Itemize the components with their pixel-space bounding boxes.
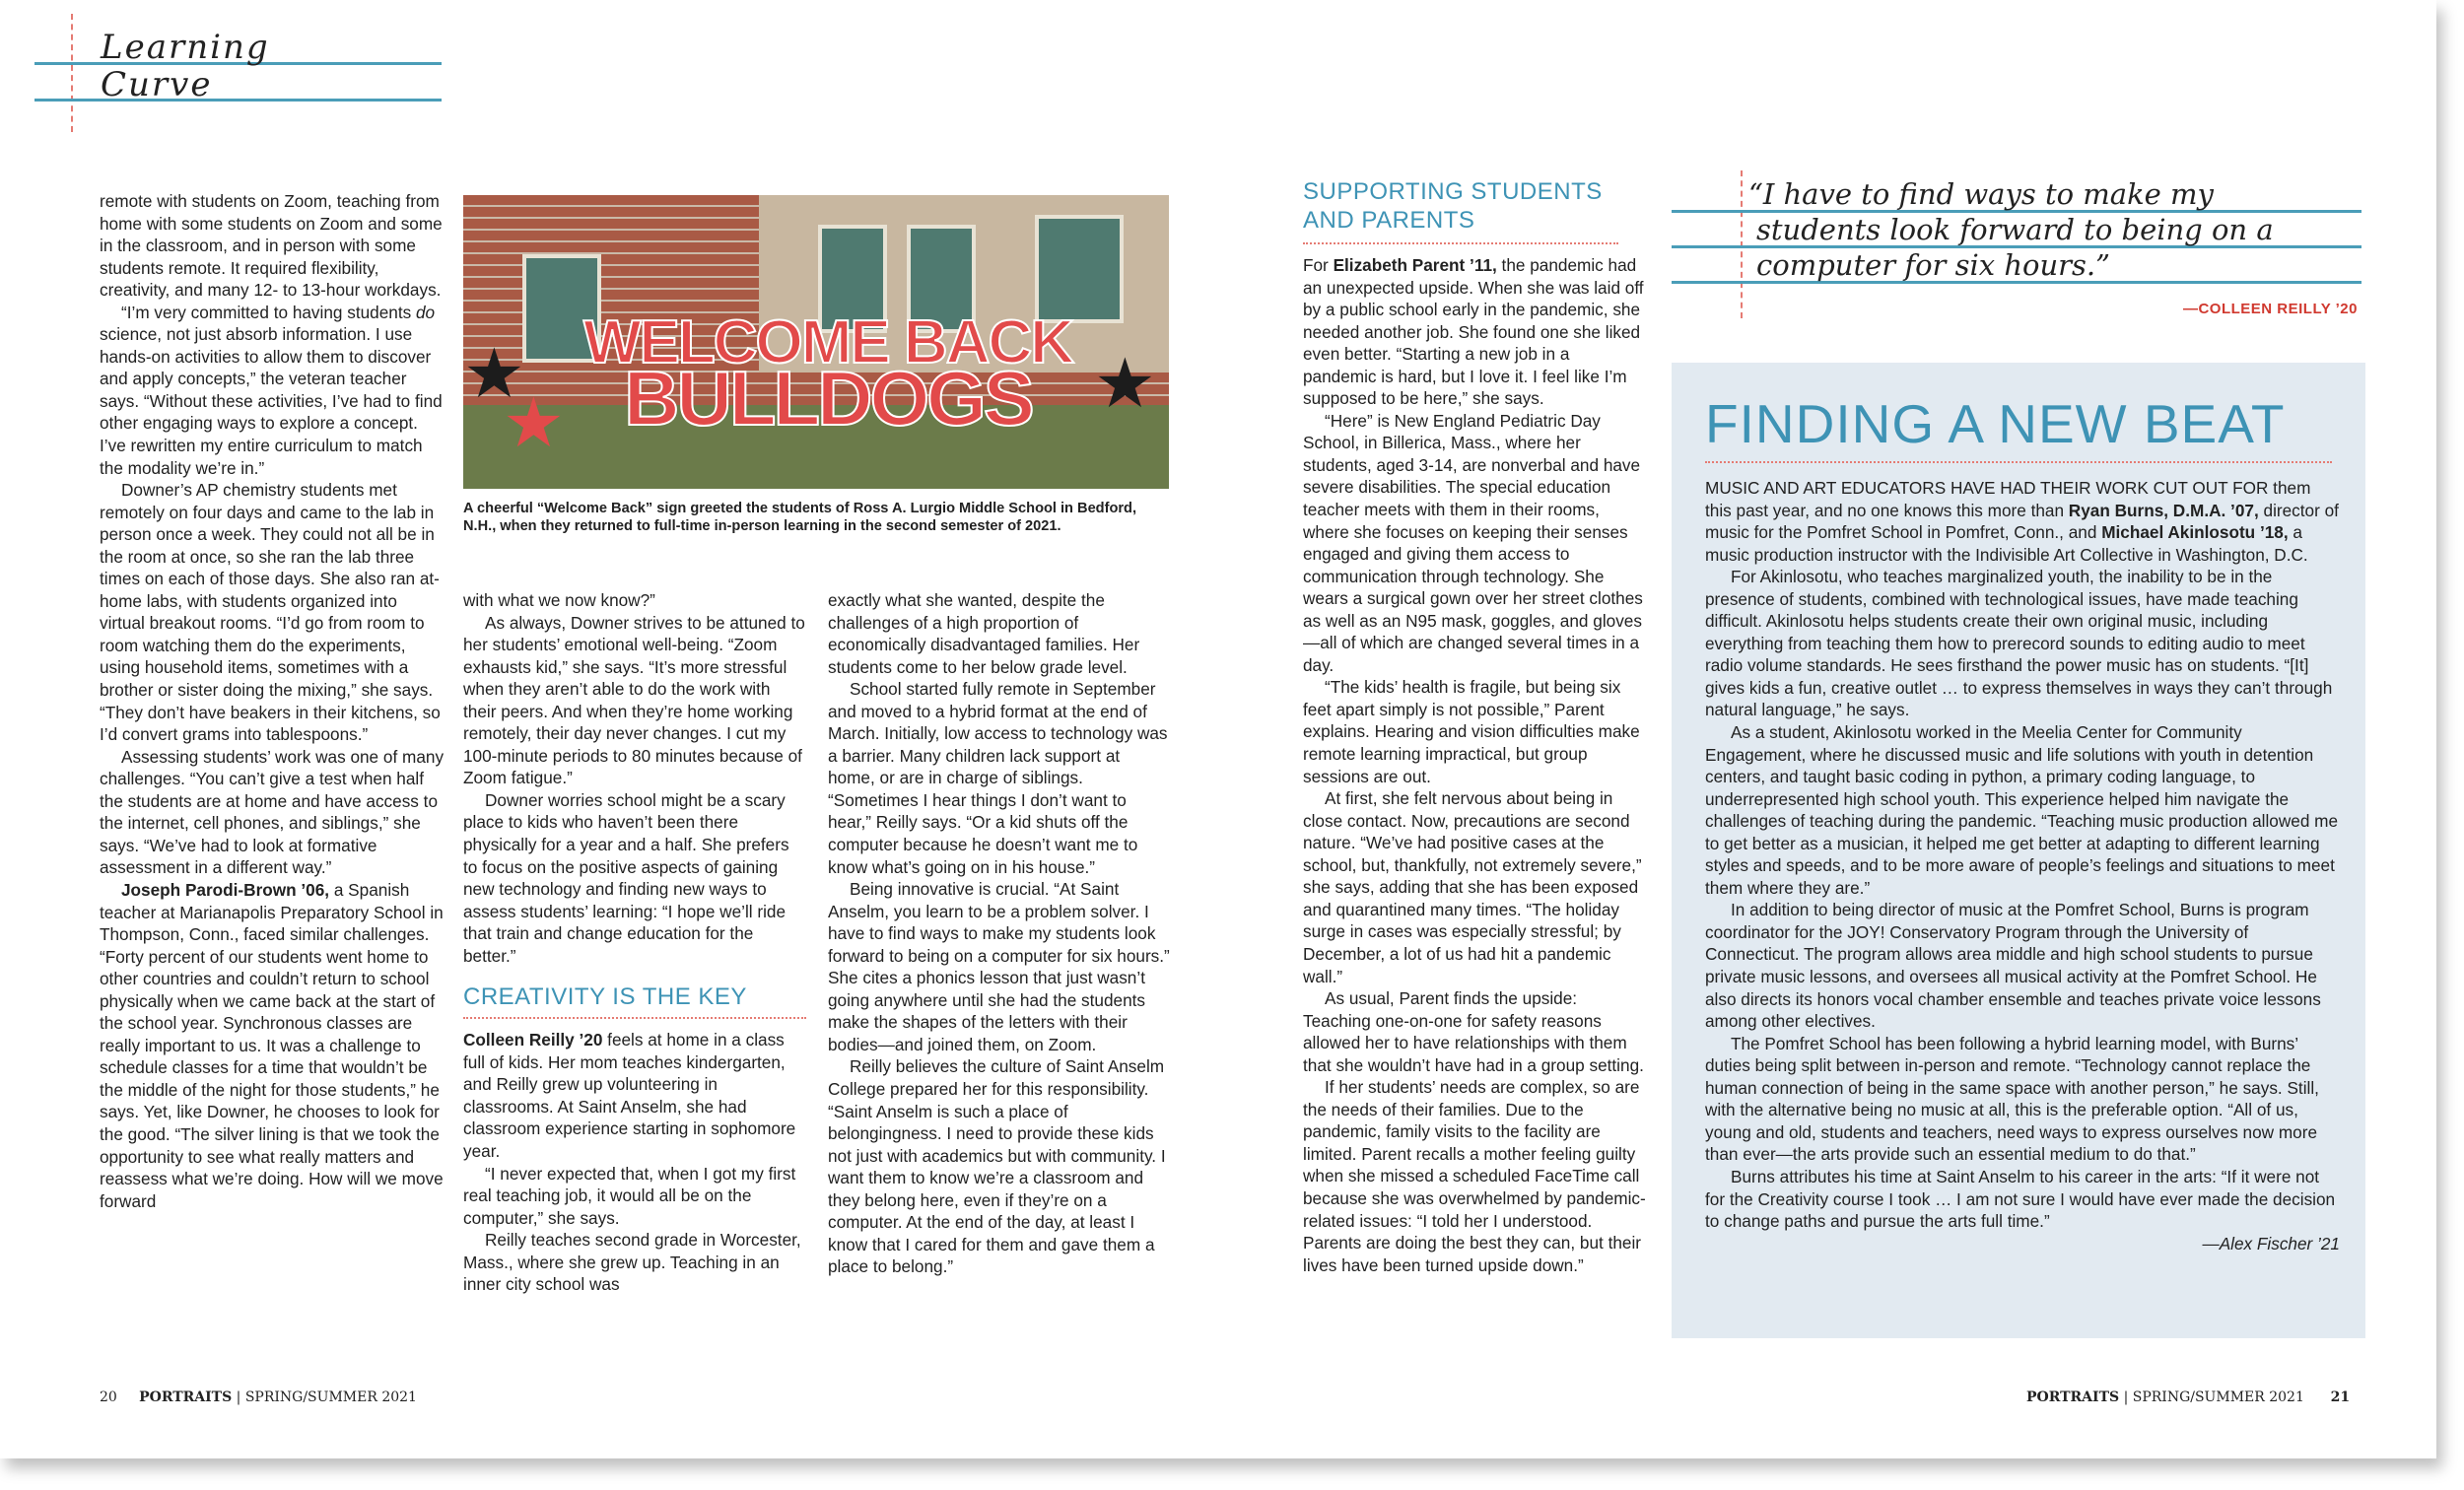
issue-label: SPRING/SUMMER 2021 — [244, 1389, 417, 1405]
sign-line2: BULLDOGS — [624, 355, 1032, 441]
welcome-back-photo: ★ ★ ★ WELCOME BACK BULLDOGS — [463, 195, 1169, 489]
paragraph: “The kids’ health is fragile, but being six feet apart simply is not possible,” Parent explains. Hearing and vision difficulties make remote learning impractical, but group sessions are out. — [1303, 677, 1640, 786]
paragraph: Reilly teaches second grade in Worcester, Mass., where she grew up. Teaching in an inner city school was — [463, 1230, 801, 1295]
photo-caption: A cheerful “Welcome Back” sign greeted the students of Ross A. Lurgio Middle School in Bedford, N.H., when they returned to full-time in-person learning in the second semester of 2021. — [463, 501, 1137, 534]
paragraph: The Pomfret School has been following a hybrid learning model, with Burns’ duties being split between in-person and remote. “Technology cannot replace the human connection of being in the same space with another person,” he says. Still, with the alternative being no music at all, this is the preferable option. “All of us, young and old, students and teachers, need ways to express ourselves now more than ever—the arts provide such an essential medium to do that.” — [1705, 1033, 2319, 1165]
paragraph: Colleen Reilly ’20 feels at home in a class full of kids. Her mom teaches kindergarten, and Reilly grew up volunteering in classrooms. At Saint Anselm, she had classroom experience starting in sophomore year. — [463, 1030, 796, 1162]
magazine-name: PORTRAITS — [2026, 1389, 2120, 1405]
footer-left — [100, 1389, 417, 1405]
paragraph: Being innovative is crucial. “At Saint Anselm, you learn to be a problem solver. I have to find ways to make my students look forward to being on a computer for six hours.” She cites a phonics lesson that just wasn’t going anywhere until she had the students make the shapes of the letters with their bodies—and joined them, on Zoom. — [828, 879, 1170, 1054]
pull-quote-line3: computer for six hours.” — [1756, 248, 2110, 282]
section-title-line2: Curve — [101, 65, 213, 104]
page-number-left: 20 — [100, 1389, 117, 1405]
article-column-4 — [1303, 177, 1646, 1276]
bold-name: Ryan Burns, D.M.A. ’07, — [2068, 500, 2259, 520]
margin-dashed-rule — [71, 14, 73, 132]
paragraph: exactly what she wanted, despite the challenges of a high proportion of economically disadvantaged families. Her students come to her below grade level. — [828, 590, 1140, 677]
sidebar-finding-a-new-beat — [1672, 363, 2365, 1338]
paragraph: Downer’s AP chemistry students met remotely on four days and came to the lab in person once a week. They could not all be in the room at once, so she ran the lab three times on each of those days. She also ran at-home labs, with students organized into virtual breakout rooms. “I’d go from room to room watching them do the experiments, using household items, sometimes with a brother or sister doing the mixing,” she says. “They don’t have beakers in their kitchens, so I’d convert grams into tablespoons.” — [100, 480, 441, 745]
footer-separator: | — [2123, 1389, 2129, 1405]
ruled-line — [34, 99, 442, 102]
bold-name: Joseph Parodi-Brown ’06, — [121, 879, 330, 900]
sign-line1: WELCOME BACK — [582, 308, 1073, 376]
paragraph: For Akinlosotu, who teaches marginalized youth, the inability to be in the presence of students, combined with technological issues, have made teaching difficult. Akinlosotu helps students create their own original music, including everything from teaching them how to prerecord sounds to editing audio to meet radio volume standards. He sees firsthand the power music has on students. “[It] gives kids a fun, creative outlet … to express themselves in ways they can’t through natural language,” he says. — [1705, 567, 2333, 720]
paragraph: At first, she felt nervous about being in close contact. Now, precautions are second nature. “We’ve had positive cases at the school, but, thankfully, not extremely severe,” she says, adding that she has been exposed and quarantined many times. “The holiday surge in cases was especially stressful; by December, a lot of us had hit a pandemic wall.” — [1303, 788, 1642, 986]
paragraph: “I never expected that, when I got my first real teaching job, it would all be on the computer,” she says. — [463, 1163, 796, 1228]
subheading-supporting: SUPPORTING STUDENTS AND PARENTS — [1303, 177, 1618, 244]
pull-quote-line1: “I have to find ways to make my — [1748, 177, 2214, 211]
section-title-line1: Learning — [101, 28, 270, 67]
paragraph: As always, Downer strives to be attuned to her students’ emotional well-being. “Zoom exhausts kid,” she says. “It’s more stressful when they aren’t able to do the work with their peers. And when they’re home working remotely, their day never changes. I cut my 100-minute periods to 80 minutes because of Zoom fatigue.” — [463, 612, 805, 788]
pull-quote-attribution: —COLLEEN REILLY ’20 — [2182, 301, 2358, 317]
page-number-right: 21 — [2330, 1389, 2351, 1405]
bold-name: Colleen Reilly ’20 — [463, 1030, 603, 1050]
issue-label: SPRING/SUMMER 2021 — [2132, 1389, 2304, 1405]
quote-dashed-rule — [1741, 170, 1743, 318]
paragraph: MUSIC AND ART EDUCATORS HAVE HAD THEIR WORK CUT OUT FOR them this past year, and no one knows this more than Ryan Burns, D.M.A. ’07, director of music for the Pomfret School in Pomfret, Conn., and Michael Akinlosotu ’18, a music production instructor with the Indivisible Art Collective in Washington, D.C. — [1705, 478, 2339, 565]
subheading-creativity: CREATIVITY IS THE KEY — [463, 982, 806, 1019]
sidebar-title: FINDING A NEW BEAT — [1705, 393, 2286, 454]
italic-emphasis: do — [416, 302, 436, 322]
bold-name: Michael Akinlosotu ’18, — [2101, 522, 2289, 543]
paragraph: For Elizabeth Parent ’11, the pandemic had an unexpected upside. When she was laid off by a public school early in the pandemic, she needed another job. She found one she liked even better. “Starting a new job in a pandemic is hard, but I love it. I feel like I’m supposed to be here,” she says. — [1303, 255, 1644, 409]
sidebar-body — [1705, 477, 2340, 1254]
pull-quote-line2: students look forward to being on a — [1756, 213, 2274, 246]
welcome-back-sign — [542, 308, 1114, 441]
paragraph: If her students’ needs are complex, so are the needs of their families. Due to the pandemic, family visits to the facility are limited. Parent recalls a mother feeling guilty when she missed a scheduled FaceTime call because she was overwhelmed by pandemic-related issues: “I told her I understood. Parents are doing the best they can, but their lives have been turned upside down.” — [1303, 1077, 1646, 1275]
paragraph: As usual, Parent finds the upside: Teaching one-on-one for safety reasons allowed her to have relationships with them that she wouldn’t have had in a group setting. — [1303, 988, 1644, 1075]
article-column-2 — [463, 589, 806, 1296]
paragraph: with what we now know?” — [463, 590, 655, 610]
paragraph: In addition to being director of music at the Pomfret School, Burns is program coordinator for the JOY! Conservatory Program through the University of Connecticut. The program allows area middle and high school students to pursue private music lessons, and oversees all musical activity at the Pomfret School. He also directs its honors vocal chamber ensemble and teaches private voice lessons among other electives. — [1705, 900, 2321, 1032]
paragraph: Reilly believes the culture of Saint Anselm College prepared her for this responsibility. “Saint Anselm is such a place of belongingness. I need to provide these kids not just with academics but with community. I want them to know we’re a classroom and they belong here, even if they’re on a computer. At the end of the day, at least I know that I cared for them and gave them a place to belong.” — [828, 1056, 1166, 1277]
paragraph: Joseph Parodi-Brown ’06, a Spanish teacher at Marianapolis Preparatory School in Thompson, Conn., faced similar challenges. “Forty percent of our students went home to other countries and couldn’t return to school physically when we came back at the start of the school year. Synchronous classes are really important to us. It was a challenge to schedule classes for a time that wouldn’t be the middle of the night for those students,” he says. Yet, like Downer, he chooses to look for the good. “The silver lining is that we took the opportunity to see what really matters and reassess what we’re doing. How will we move forward — [100, 879, 444, 1211]
paragraph: As a student, Akinlosotu worked in the Meelia Center for Community Engagement, where he discussed music and life solutions with youth in detention centers, and taught basic coding in python, a primary coding language, to underrepresented high school youth. This experience helped him navigate the challenges of teaching during the pandemic. “Teaching music production allowed me to get better as a musician, it helped me get better at adapting to different learning styles and speeds, and to be more aware of people’s feelings and situations to meet them where they are.” — [1705, 722, 2339, 898]
paragraph: Downer worries school might be a scary place to kids who haven’t been there physically for a year and a half. She prefers to focus on the positive aspects of gaining new technology and finding new ways to assess students’ learning: “I hope we’ll ride that train and change education for the better.” — [463, 789, 789, 966]
bold-name: Elizabeth Parent ’11, — [1333, 255, 1497, 275]
sidebar-dotted-rule — [1705, 461, 2332, 463]
paragraph: Burns attributes his time at Saint Anselm to his career in the arts: “If it were not for the Creativity course I took … I am not sure I would have ever made the decision to change paths and pursue the arts full time.” — [1705, 1166, 2336, 1232]
footer-right — [2026, 1389, 2350, 1405]
article-column-3 — [828, 589, 1171, 1278]
paragraph: remote with students on Zoom, teaching from home with some students on Zoom and some in the classroom, and in person with some students remote. It required flexibility, creativity, and many 12- to 13-hour workdays. — [100, 191, 443, 301]
magazine-name: PORTRAITS — [139, 1389, 233, 1405]
sidebar-signature: —Alex Fischer ’21 — [2202, 1233, 2340, 1253]
paragraph: “Here” is New England Pediatric Day School, in Billerica, Mass., where her students, aged 3-14, are nonverbal and have severe disabilities. The special education teacher meets with them in their rooms, where she focuses on keeping their senses engaged and giving them access to communication through technology. She wears a surgical gown over her street clothes as well as an N95 mask, goggles, and gloves—all of which are changed several times in a day. — [1303, 410, 1643, 675]
paragraph: School started fully remote in September and moved to a hybrid format at the end of March. Initially, low access to technology was a barrier. Many children lack support at home, or are in charge of siblings. “Sometimes I hear things I don’t want to hear,” Reilly says. “Or a kid shuts off the computer because he doesn’t want me to know what’s going on in his house.” — [828, 679, 1168, 877]
article-column-1 — [100, 190, 445, 1212]
paragraph: “I’m very committed to having students do science, not just absorb information. I use hands-on activities to allow them to discover and apply concepts,” the veteran teacher says. “Without these activities, I’ve had to find other engaging ways to explore a concept. I’ve rewritten my entire curriculum to match the modality we’re in.” — [100, 302, 443, 478]
footer-separator: | — [236, 1389, 241, 1405]
paragraph: Assessing students’ work was one of many challenges. “You can’t give a test when half the students are at home and have access to the internet, cell phones, and siblings,” she says. “We’ve had to look at formative assessment in a different way.” — [100, 746, 445, 878]
